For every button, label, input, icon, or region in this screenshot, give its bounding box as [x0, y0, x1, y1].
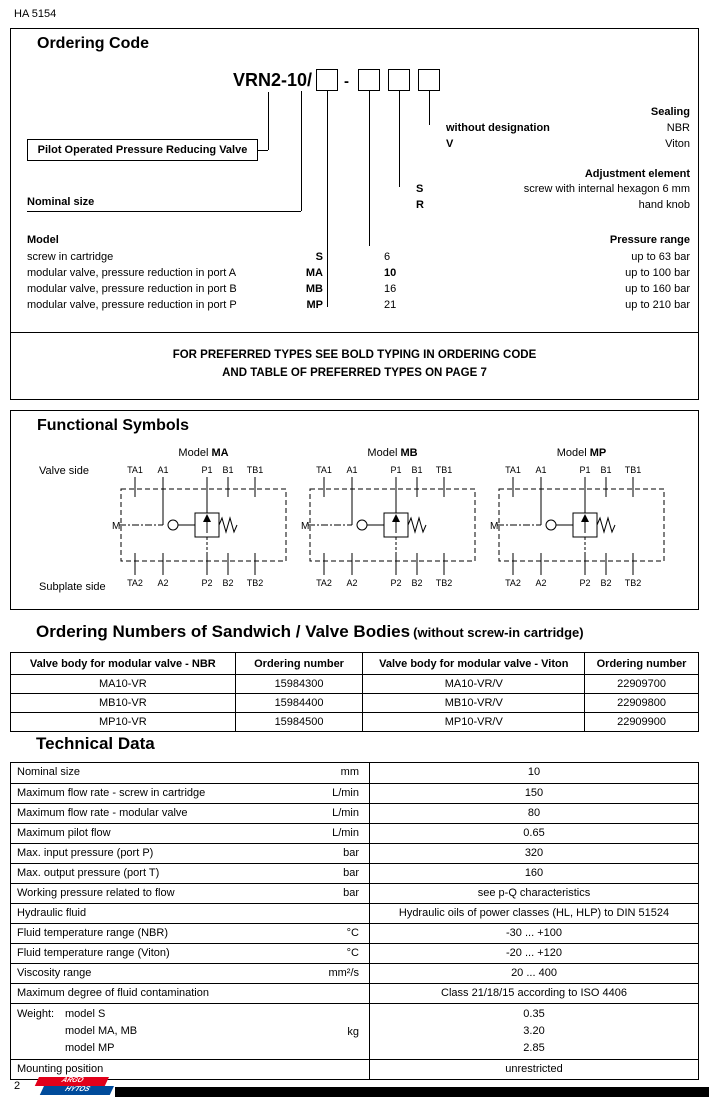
note-line-1: FOR PREFERRED TYPES SEE BOLD TYPING IN ORDERING CODE [172, 349, 537, 361]
cell-ordering-number: 22909700 [585, 675, 699, 694]
tech-label: Hydraulic fluid [17, 907, 87, 919]
preferred-types-note [10, 332, 699, 400]
tech-row [11, 803, 698, 823]
hydraulic-symbol-svg [300, 463, 485, 603]
hydraulic-symbol-svg [489, 463, 674, 603]
model-title-name: MA [211, 447, 229, 459]
tech-value: unrestricted [369, 1060, 698, 1079]
tech-label: Maximum degree of fluid contamination [17, 987, 209, 999]
svg-text:A1: A1 [157, 465, 169, 475]
adjustment-label: hand knob [638, 199, 690, 211]
tech-row [11, 863, 698, 883]
svg-text:TB1: TB1 [435, 465, 453, 475]
model-row-label: modular valve, pressure reduction in port P [27, 299, 237, 311]
svg-text:TB2: TB2 [624, 578, 642, 588]
ordering-numbers-heading [36, 622, 584, 642]
ordering-code-section [10, 28, 699, 333]
model-row-label: modular valve, pressure reduction in port A [27, 267, 237, 279]
m-port-label: M [112, 521, 121, 532]
svg-text:B1: B1 [411, 465, 423, 475]
tech-label: Fluid temperature range (Viton) [17, 947, 170, 959]
model-row-label: screw in cartridge [27, 251, 114, 263]
table-row [11, 694, 699, 713]
tech-row [11, 783, 698, 803]
svg-text:TA2: TA2 [316, 578, 332, 588]
subplate-side-label: Subplate side [39, 581, 106, 593]
sealing-label: NBR [666, 122, 690, 134]
model-title-name: MP [589, 447, 607, 459]
weight-model: model MA, MB [65, 1025, 138, 1037]
weight-line [17, 1006, 263, 1023]
cell-valve-body: MP10-VR/V [363, 713, 585, 732]
functional-diagram-mb [300, 447, 485, 607]
tech-label: Viscosity range [17, 967, 92, 979]
svg-text:B1: B1 [222, 465, 234, 475]
code-box-adjustment [388, 69, 410, 91]
model-row-code: S [315, 251, 323, 263]
tech-row [11, 943, 698, 963]
svg-text:TB2: TB2 [246, 578, 264, 588]
model-row-code: MP [306, 299, 323, 311]
tech-unit: bar [343, 867, 359, 879]
sealing-code: without designation [446, 122, 550, 134]
functional-symbols-section [10, 410, 699, 610]
ordering-numbers-table [10, 652, 699, 732]
weight-value: 2.85 [523, 1042, 545, 1054]
weight-value: 0.35 [523, 1008, 545, 1020]
code-separator: - [344, 73, 349, 90]
cell-ordering-number: 22909800 [585, 694, 699, 713]
connector-line [27, 211, 301, 212]
pressure-range-code: 6 [384, 251, 391, 263]
bottom-port-labels [127, 578, 263, 588]
model-title-prefix: Model [367, 447, 401, 459]
cell-valve-body: MB10-VR [11, 694, 236, 713]
sealing-title: Sealing [650, 106, 690, 118]
weight-label: Weight: [17, 1008, 55, 1020]
sealing-code: V [446, 138, 454, 150]
tech-row [11, 1059, 698, 1079]
col-header-viton: Valve body for modular valve - Viton [363, 653, 585, 675]
model-title-prefix: Model [556, 447, 590, 459]
col-header-ordering-number: Ordering number [235, 653, 363, 675]
tech-value: 150 [369, 784, 698, 803]
nominal-size-label: Nominal size [27, 196, 95, 208]
pressure-range-label: up to 210 bar [625, 299, 690, 311]
section-title-functional-symbols: Functional Symbols [37, 417, 190, 434]
section-title-ordering-code: Ordering Code [37, 35, 150, 52]
note-line-2: AND TABLE OF PREFERRED TYPES ON PAGE 7 [222, 367, 487, 379]
connector-line [258, 150, 268, 151]
weight-model: model S [65, 1008, 106, 1020]
svg-text:B2: B2 [411, 578, 423, 588]
tech-label: Max. output pressure (port T) [17, 867, 160, 879]
tech-unit: °C [346, 947, 359, 959]
tech-row [11, 883, 698, 903]
svg-text:A2: A2 [346, 578, 358, 588]
tech-row [11, 763, 698, 783]
tech-unit: L/min [332, 827, 359, 839]
connector-line [399, 91, 400, 187]
argo-hytos-logo [34, 1077, 116, 1095]
tech-value: -30 ... +100 [369, 924, 698, 943]
tech-value: see p-Q characteristics [369, 884, 698, 903]
functional-diagram-ma [111, 447, 296, 607]
tech-label: Maximum flow rate - screw in cartridge [17, 787, 206, 799]
svg-text:P1: P1 [390, 465, 402, 475]
tech-unit: bar [343, 887, 359, 899]
svg-text:TA1: TA1 [505, 465, 521, 475]
adjustment-title: Adjustment element [584, 168, 690, 180]
cell-valve-body: MA10-VR [11, 675, 236, 694]
tech-unit: bar [343, 847, 359, 859]
tech-value: Class 21/18/15 according to ISO 4406 [369, 984, 698, 1003]
table-row [11, 713, 699, 732]
cell-valve-body: MB10-VR/V [363, 694, 585, 713]
hydraulic-symbol-svg [111, 463, 296, 603]
pressure-range-code: 21 [384, 299, 397, 311]
model-row-code: MA [305, 267, 323, 279]
cell-ordering-number: 15984400 [235, 694, 363, 713]
tech-row [11, 823, 698, 843]
code-box-model [316, 69, 338, 91]
pressure-range-code: 10 [384, 267, 397, 279]
m-port-label: M [301, 521, 310, 532]
valve-name-label: Pilot Operated Pressure Reducing Valve [27, 139, 258, 161]
top-port-labels [127, 465, 263, 475]
model-row-code: MB [305, 283, 323, 295]
m-port-label: M [490, 521, 499, 532]
weight-model: model MP [65, 1042, 115, 1054]
functional-diagram-mp [489, 447, 674, 607]
tech-value: 320 [369, 844, 698, 863]
tech-row [11, 963, 698, 983]
model-title-prefix: Model [178, 447, 212, 459]
tech-unit [263, 1060, 369, 1079]
svg-text:TA2: TA2 [505, 578, 521, 588]
tech-unit: °C [346, 927, 359, 939]
svg-text:P1: P1 [201, 465, 213, 475]
pressure-range-label: up to 63 bar [631, 251, 690, 263]
tech-label: Working pressure related to flow [17, 887, 175, 899]
pressure-range-title: Pressure range [609, 234, 690, 246]
svg-text:TA1: TA1 [316, 465, 332, 475]
adjustment-code: R [416, 199, 424, 211]
weight-value: 3.20 [523, 1025, 545, 1037]
technical-data-table [10, 762, 699, 1080]
col-header-ordering-number: Ordering number [585, 653, 699, 675]
tech-label: Mounting position [17, 1063, 104, 1075]
svg-text:P2: P2 [390, 578, 402, 588]
section-title-technical-data: Technical Data [36, 734, 155, 753]
tech-unit: mm [340, 766, 359, 778]
connector-line [369, 91, 370, 246]
svg-text:B1: B1 [600, 465, 612, 475]
code-box-sealing [418, 69, 440, 91]
svg-text:TB1: TB1 [624, 465, 642, 475]
cell-ordering-number: 15984300 [235, 675, 363, 694]
connector-line [327, 91, 328, 307]
page-number: 2 [14, 1080, 21, 1092]
tech-row [11, 843, 698, 863]
svg-text:A2: A2 [535, 578, 547, 588]
cell-ordering-number: 22909900 [585, 713, 699, 732]
tech-row [11, 983, 698, 1003]
tech-label: Maximum flow rate - modular valve [17, 807, 188, 819]
tech-value: 80 [369, 804, 698, 823]
tech-row [11, 903, 698, 923]
connector-line [268, 92, 269, 150]
top-port-labels [316, 465, 452, 475]
model-title [111, 447, 296, 463]
svg-text:TB1: TB1 [246, 465, 264, 475]
model-title: Model [27, 234, 59, 246]
adjustment-label: screw with internal hexagon 6 mm [523, 183, 690, 195]
connector-line [301, 91, 302, 211]
tech-row-weight [11, 1003, 698, 1059]
bottom-port-labels [505, 578, 641, 588]
svg-text:A2: A2 [157, 578, 169, 588]
footer-bar [115, 1087, 709, 1097]
doc-number: HA 5154 [14, 8, 57, 20]
tech-label: Nominal size [17, 766, 80, 778]
svg-text:P2: P2 [201, 578, 213, 588]
tech-value: -20 ... +120 [369, 944, 698, 963]
connector-line [429, 91, 430, 125]
pressure-range-label: up to 100 bar [625, 267, 690, 279]
adjustment-code: S [416, 183, 424, 195]
tech-value: 20 ... 400 [369, 964, 698, 983]
tech-label: Max. input pressure (port P) [17, 847, 154, 859]
tech-unit: L/min [332, 807, 359, 819]
svg-text:TB2: TB2 [435, 578, 453, 588]
sealing-label: Viton [665, 138, 690, 150]
svg-text:A1: A1 [346, 465, 358, 475]
model-row-label: modular valve, pressure reduction in port B [27, 283, 237, 295]
cell-ordering-number: 15984500 [235, 713, 363, 732]
logo-hytos: HYTOS [40, 1086, 114, 1095]
tech-value: 0.65 [369, 824, 698, 843]
valve-side-label: Valve side [39, 465, 89, 477]
weight-unit: kg [347, 1025, 359, 1038]
tech-unit [263, 904, 369, 923]
weight-values-cell [369, 1004, 698, 1059]
model-title [489, 447, 674, 463]
model-title [300, 447, 485, 463]
ordering-numbers-subtitle: (without screw-in cartridge) [413, 625, 584, 640]
cell-valve-body: MA10-VR/V [363, 675, 585, 694]
svg-text:A1: A1 [535, 465, 547, 475]
cell-valve-body: MP10-VR [11, 713, 236, 732]
svg-text:B2: B2 [222, 578, 234, 588]
svg-text:TA1: TA1 [127, 465, 143, 475]
svg-text:P1: P1 [579, 465, 591, 475]
top-port-labels [505, 465, 641, 475]
ordering-numbers-title: Ordering Numbers of Sandwich / Valve Bodies [36, 622, 411, 641]
type-code-text: VRN2-10/ [233, 70, 313, 90]
tech-value: 160 [369, 864, 698, 883]
tech-value: 10 [369, 763, 698, 783]
model-title-name: MB [400, 447, 418, 459]
tech-unit: mm²/s [328, 967, 359, 979]
table-header-row [11, 653, 699, 675]
pressure-range-code: 16 [384, 283, 397, 295]
valve-symbol [308, 497, 426, 555]
valve-symbol [497, 497, 615, 555]
svg-text:P2: P2 [579, 578, 591, 588]
svg-text:B2: B2 [600, 578, 612, 588]
weight-label-cell [11, 1004, 263, 1059]
logo-argo: ARGO [35, 1077, 109, 1086]
tech-row [11, 923, 698, 943]
tech-value: Hydraulic oils of power classes (HL, HLP) to DIN 51524 [369, 904, 698, 923]
svg-text:TA2: TA2 [127, 578, 143, 588]
code-box-pressure-range [358, 69, 380, 91]
pressure-range-label: up to 160 bar [625, 283, 690, 295]
tech-unit: L/min [332, 787, 359, 799]
tech-label: Maximum pilot flow [17, 827, 111, 839]
tech-label: Fluid temperature range (NBR) [17, 927, 169, 939]
bottom-port-labels [316, 578, 452, 588]
table-row [11, 675, 699, 694]
tech-unit [263, 984, 369, 1003]
col-header-nbr: Valve body for modular valve - NBR [11, 653, 236, 675]
valve-symbol [119, 497, 237, 555]
